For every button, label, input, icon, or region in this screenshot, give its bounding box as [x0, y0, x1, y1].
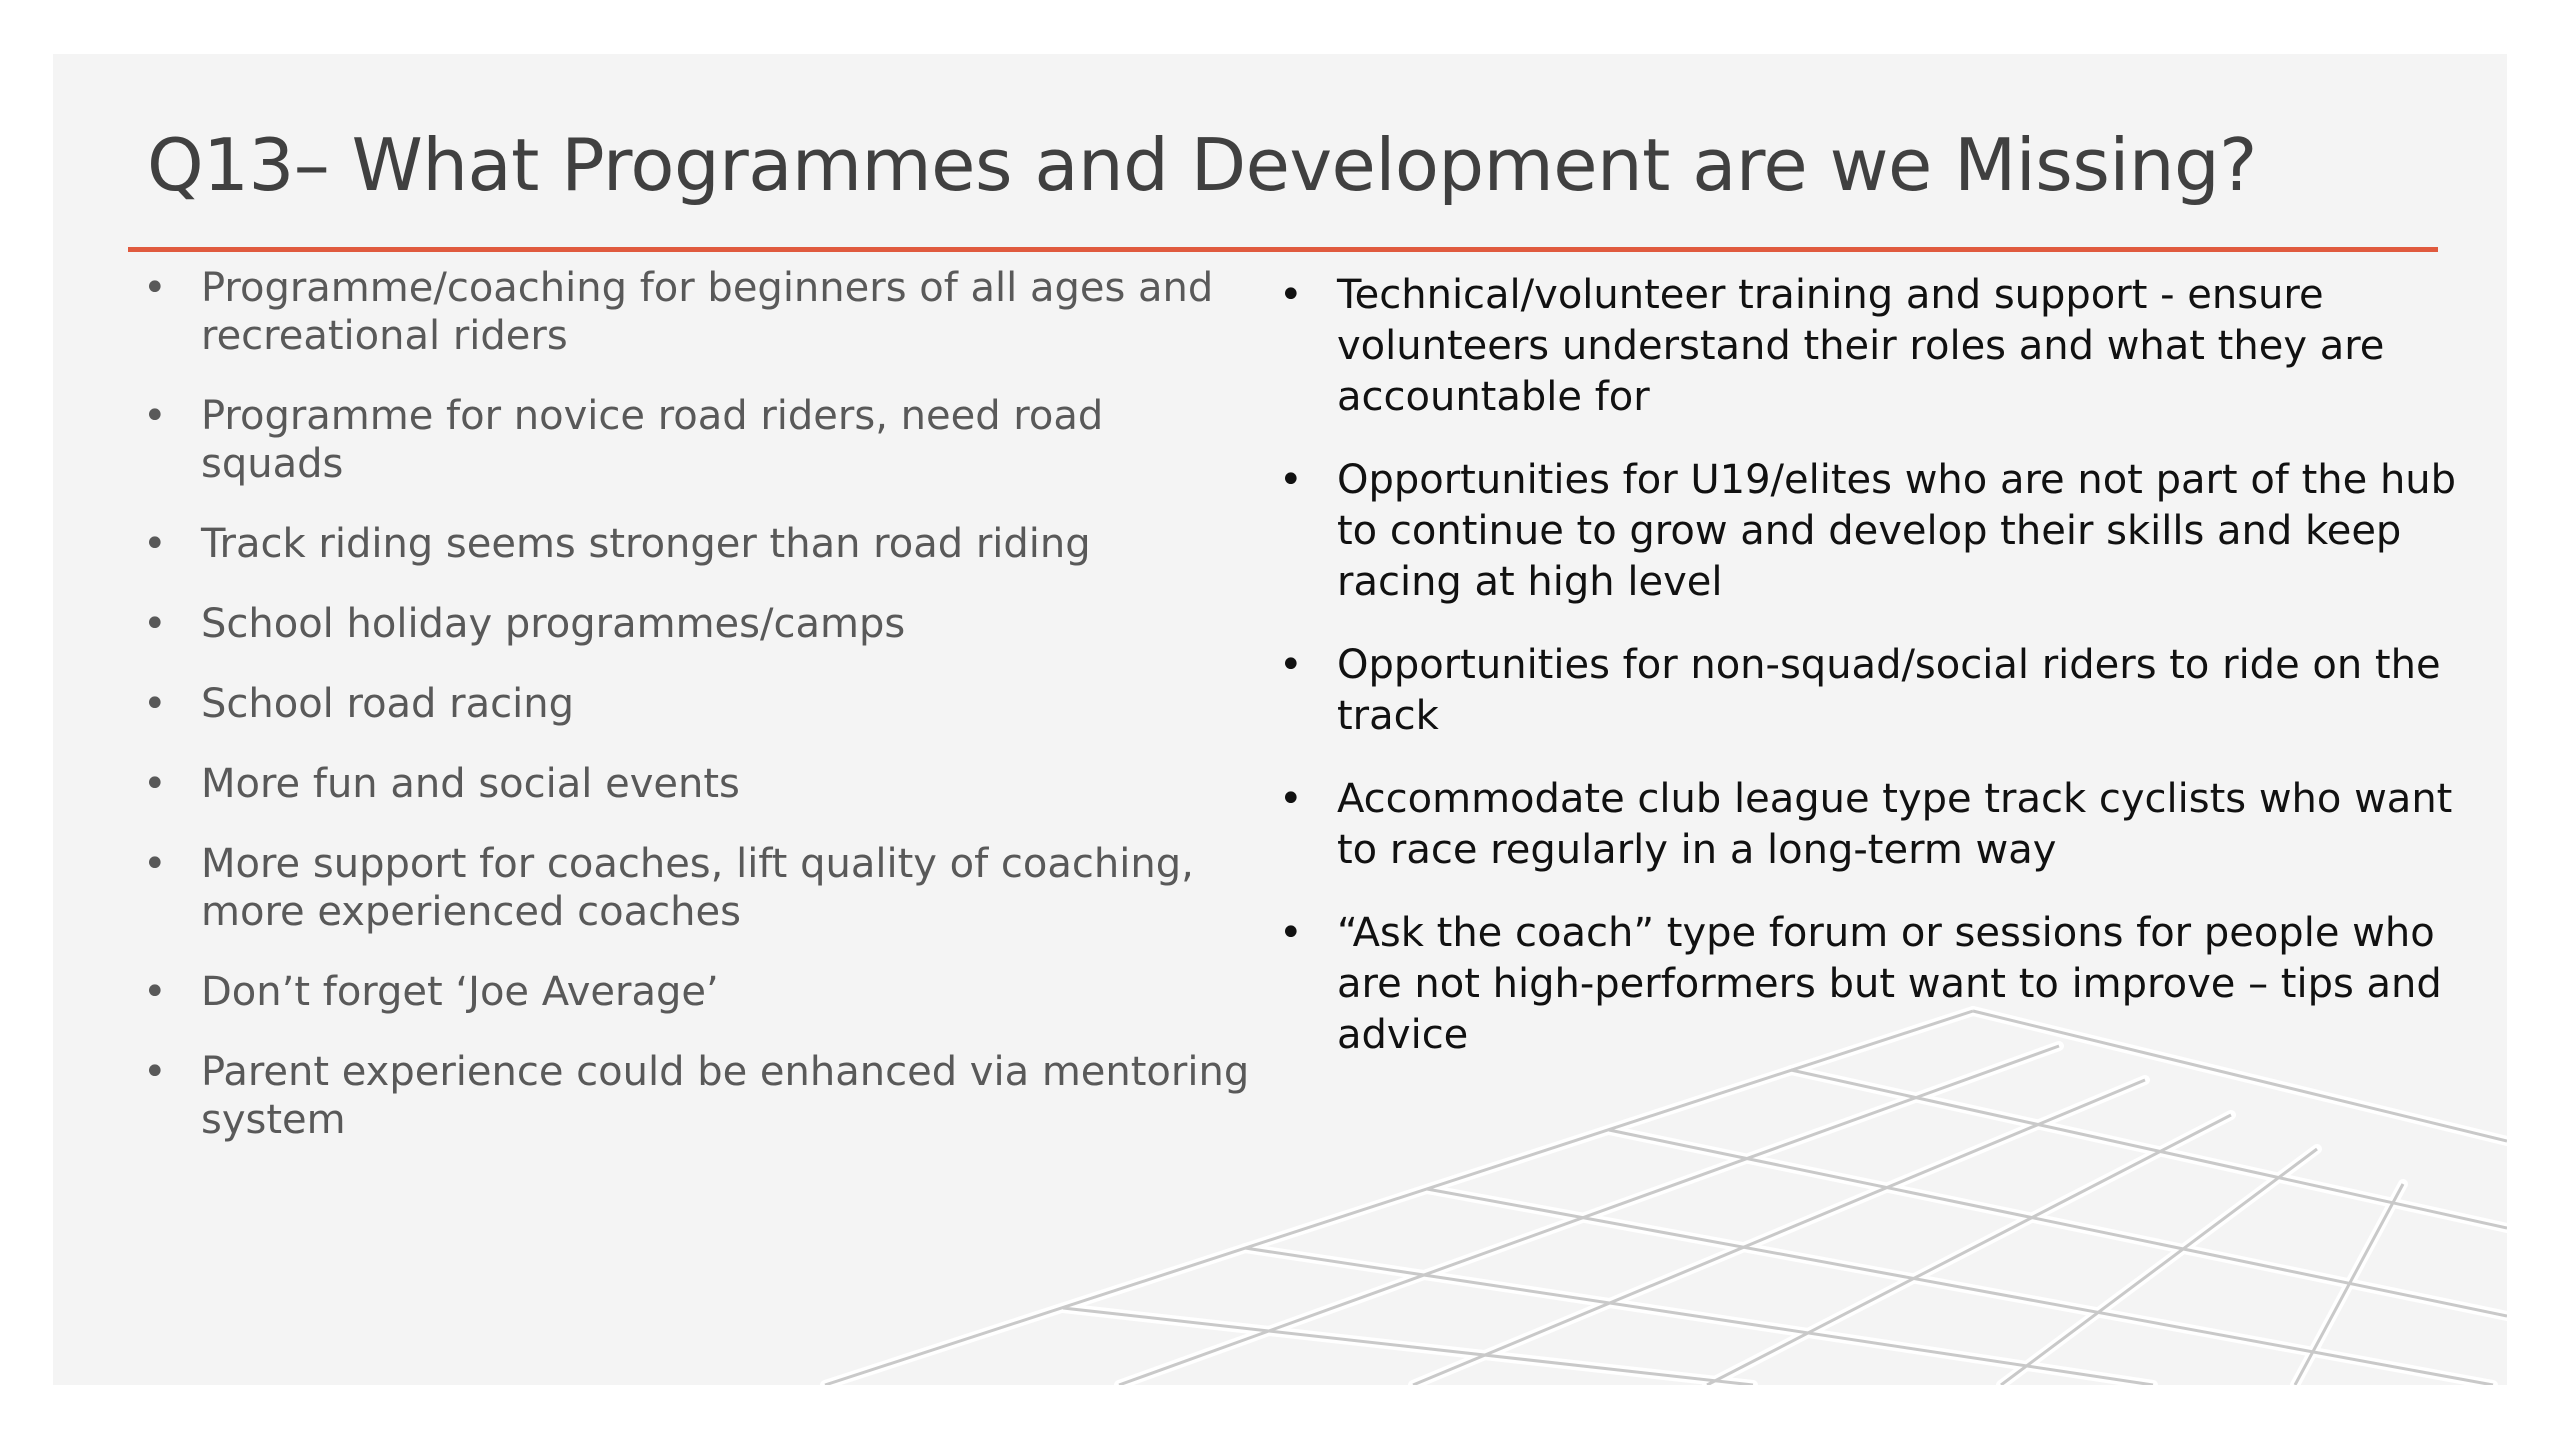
- list-item: [143, 264, 1253, 360]
- list-item-text: Opportunities for non-squad/social riders to ride on the track: [1337, 642, 2441, 739]
- bullet-icon: •: [143, 521, 167, 567]
- bullet-icon: •: [143, 681, 167, 727]
- list-item: [143, 760, 1253, 808]
- list-item: [143, 840, 1253, 936]
- list-item-text: Track riding seems stronger than road riding: [201, 521, 1091, 567]
- list-item-text: School road racing: [201, 681, 574, 727]
- left-bullet-list: [143, 264, 1253, 1176]
- title-underline: [128, 247, 2438, 252]
- bullet-icon: •: [1279, 272, 1303, 318]
- list-item-text: Accommodate club league type track cyclists who want to race regularly in a long-term way: [1337, 776, 2453, 873]
- bullet-icon: •: [143, 265, 167, 311]
- bullet-icon: •: [1279, 910, 1303, 956]
- list-item-text: Technical/volunteer training and support - ensure volunteers understand their roles and what they are accountable for: [1337, 272, 2385, 420]
- list-item: [1279, 455, 2469, 608]
- list-item-text: Opportunities for U19/elites who are not part of the hub to continue to grow and develop their skills and keep racing at high level: [1337, 457, 2457, 605]
- list-item: [1279, 774, 2469, 876]
- list-item-text: More fun and social events: [201, 761, 740, 807]
- list-item: [143, 968, 1253, 1016]
- bullet-icon: •: [1279, 776, 1303, 822]
- list-item-text: More support for coaches, lift quality of coaching, more experienced coaches: [201, 841, 1194, 935]
- list-item: [143, 1048, 1253, 1144]
- bullet-icon: •: [143, 601, 167, 647]
- bullet-icon: •: [143, 393, 167, 439]
- list-item: [143, 680, 1253, 728]
- list-item: [143, 392, 1253, 488]
- bullet-icon: •: [1279, 457, 1303, 503]
- list-item: [1279, 270, 2469, 423]
- bullet-icon: •: [143, 969, 167, 1015]
- right-bullet-list: [1279, 270, 2469, 1093]
- list-item-text: Programme/coaching for beginners of all ages and recreational riders: [201, 265, 1214, 359]
- list-item: [143, 600, 1253, 648]
- bullet-icon: •: [1279, 642, 1303, 688]
- slide: [53, 54, 2507, 1385]
- list-item: [1279, 908, 2469, 1061]
- bullet-icon: •: [143, 841, 167, 887]
- bullet-icon: •: [143, 1049, 167, 1095]
- bullet-icon: •: [143, 761, 167, 807]
- slide-title: Q13– What Programmes and Development are we Missing?: [147, 123, 2257, 207]
- list-item: [1279, 640, 2469, 742]
- list-item: [143, 520, 1253, 568]
- list-item-text: “Ask the coach” type forum or sessions for people who are not high-performers but want to improve – tips and advice: [1337, 910, 2442, 1058]
- list-item-text: Parent experience could be enhanced via mentoring system: [201, 1049, 1250, 1143]
- list-item-text: School holiday programmes/camps: [201, 601, 906, 647]
- list-item-text: Don’t forget ‘Joe Average’: [201, 969, 719, 1015]
- list-item-text: Programme for novice road riders, need road squads: [201, 393, 1104, 487]
